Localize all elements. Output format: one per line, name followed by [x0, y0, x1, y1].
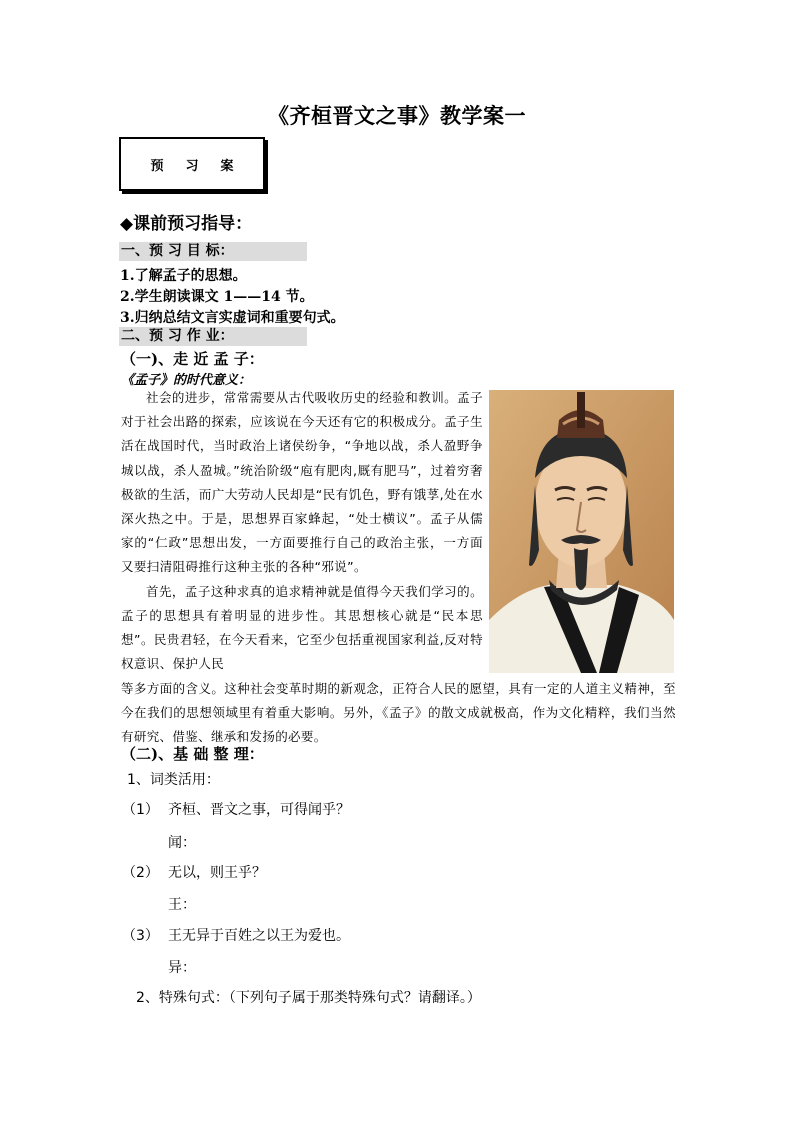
- answer-label: 王：: [168, 897, 196, 913]
- item-number: （1）: [122, 802, 159, 818]
- guide-heading: ◆课前预习指导：: [120, 214, 253, 234]
- mencius-portrait: [489, 390, 674, 673]
- answer-label: 异：: [168, 960, 196, 976]
- item-number: （3）: [122, 928, 159, 944]
- paragraph: 首先，孟子这种求真的追求精神就是值得今天我们学习的。孟子的思想具有着明显的进步性。其思想核心就是“民本思想”。民贵君轻，在今天看来，它至少包括重视国家利益,反对特权意识、保护人民: [121, 583, 483, 672]
- question-word-usage: 1、词类活用：: [127, 772, 220, 788]
- paragraph-continued: 等多方面的含义。这种社会变革时期的新观念，正符合人民的愿望，具有一定的人道主义精神，至今在我们的思想领域里有着重大影响。另外，《孟子》的散文成就极高，作为文化精粹，我们当然有研究、借鉴、继承和发扬的必要。: [121, 681, 676, 745]
- mencius-text-block: [121, 386, 483, 676]
- item-sentence: 王无异于百姓之以王为爱也。: [168, 928, 350, 944]
- section-objectives-heading: 一、预 习 目 标：: [119, 242, 307, 261]
- item-sentence: 无以，则王乎？: [168, 865, 266, 881]
- answer-label: 闻：: [168, 835, 196, 851]
- objective-item: 3.归纳总结文言实虚词和重要句式。: [120, 310, 345, 326]
- preview-label: 预习案: [150, 158, 256, 174]
- paragraph: 社会的进步，常常需要从古代吸收历史的经验和教训。孟子对于社会出路的探索，应该说在今天还有它的积极成分。孟子生活在战国时代，当时政治上诸侯纷争，“争地以战，杀人盈野争城以战，杀人盈城。”统治阶级“庖有肥肉,厩有肥马”，过着穷奢极欲的生活，而广大劳动人民却是“民有饥色，野有饿莩,处在水深火热之中。于是，思想界百家蜂起，“处士横议”。孟子从儒家的“仁政”思想出发，一方面要推行自己的政治主张，一方面又要扫清阻碍推行这种主张的各种“邪说”。: [121, 390, 483, 575]
- objective-item: 2.学生朗读课文 1——14 节。: [120, 289, 314, 305]
- item-sentence: 齐桓、晋文之事，可得闻乎？: [168, 802, 350, 818]
- mencius-significance-title: 《孟子》的时代意义：: [121, 373, 252, 388]
- section-homework-heading: 二、预 习 作 业：: [119, 327, 307, 346]
- question-special-sentence: 2、特殊句式：（下列句子属于那类特殊句式？请翻译。）: [136, 990, 481, 1006]
- preview-label-box: [119, 137, 265, 191]
- item-number: （2）: [122, 865, 159, 881]
- objective-item: 1.了解孟子的思想。: [120, 268, 247, 284]
- subsection-basics-heading: （二)、基 础 整 理：: [121, 745, 264, 763]
- page-title: 《齐桓晋文之事》教学案一: [268, 103, 526, 128]
- subsection-mencius-heading: （一)、走 近 孟 子：: [121, 350, 264, 368]
